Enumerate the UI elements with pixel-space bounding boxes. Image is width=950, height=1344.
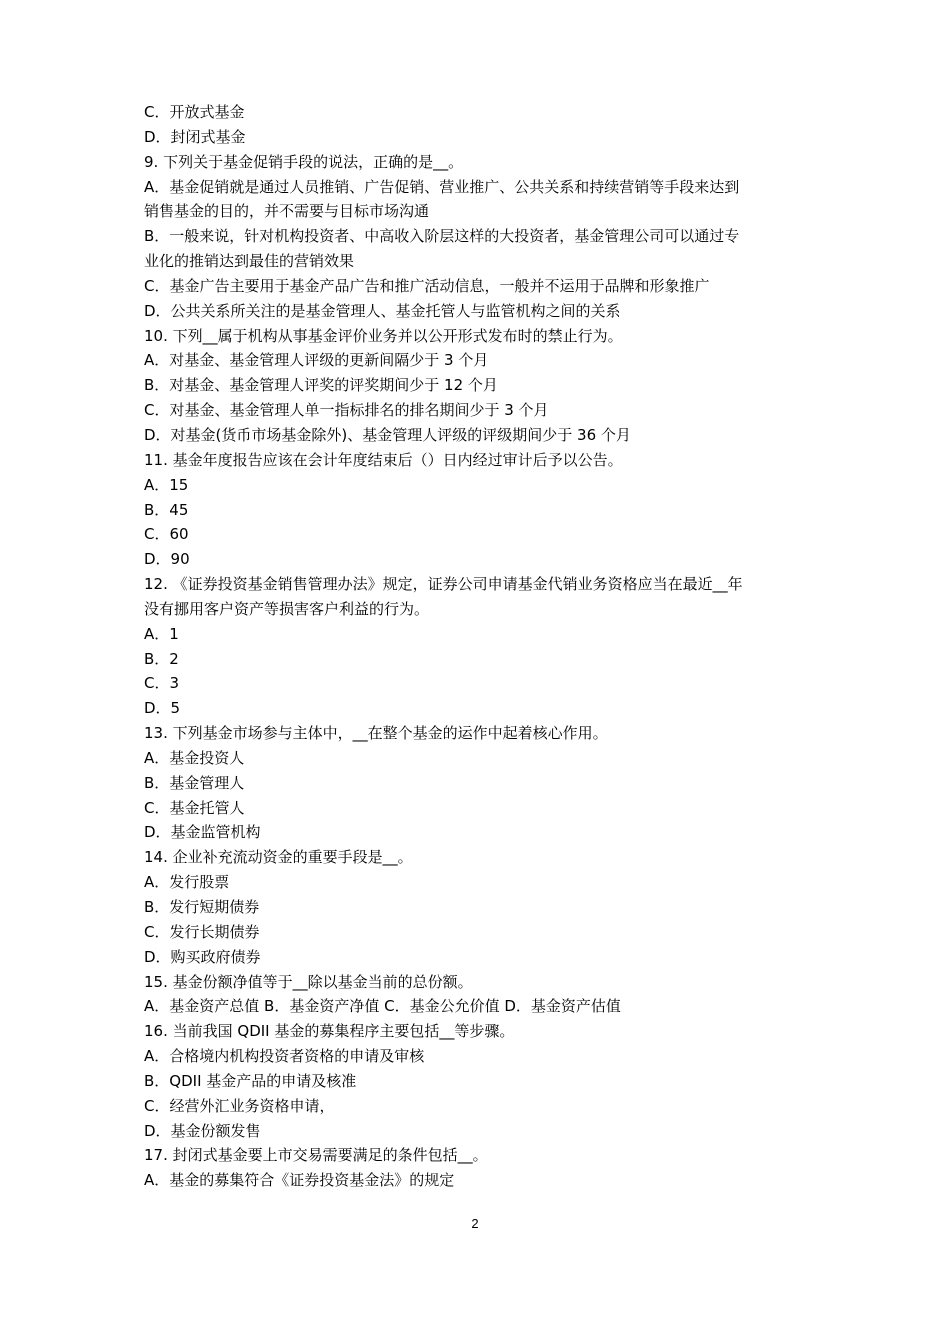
text-line: C．3 <box>144 674 180 693</box>
text-line: A．基金投资人 <box>144 748 245 767</box>
text-line: B．2 <box>144 649 179 668</box>
text-line: A．发行股票 <box>144 873 230 892</box>
text-line: D．购买政府债券 <box>144 947 261 966</box>
text-line: B．对基金、基金管理人评奖的评奖期间少于 12 个月 <box>144 376 498 395</box>
text-line: 15. 基金份额净值等于__除以基金当前的总份额。 <box>144 972 473 991</box>
text-line: A．1 <box>144 624 179 643</box>
text-line: B．QDII 基金产品的申请及核准 <box>144 1071 357 1090</box>
text-line: A．基金资产总值 B．基金资产净值 C．基金公允价值 D．基金资产估值 <box>144 997 621 1016</box>
text-line: C．对基金、基金管理人单一指标排名的排名期间少于 3 个月 <box>144 401 549 420</box>
text-line: B．45 <box>144 500 189 519</box>
text-line: D．基金监管机构 <box>144 823 261 842</box>
text-line: B．发行短期债券 <box>144 898 260 916</box>
text-line: B．一般来说，针对机构投资者、中高收入阶层这样的大投资者，基金管理公司可以通过专 <box>144 227 740 246</box>
text-line: A．15 <box>144 475 189 494</box>
text-line: 没有挪用客户资产等损害客户利益的行为。 <box>144 599 430 618</box>
text-line: 17. 封闭式基金要上市交易需要满足的条件包括__。 <box>144 1146 488 1165</box>
text-line: 16. 当前我国 QDII 基金的募集程序主要包括__等步骤。 <box>144 1022 515 1041</box>
text-line: D．封闭式基金 <box>144 127 246 146</box>
text-line: D．5 <box>144 699 181 718</box>
text-line: D．对基金(货币市场基金除外)、基金管理人评级的评级期间少于 36 个月 <box>144 425 631 444</box>
text-line: D．基金份额发售 <box>144 1121 261 1140</box>
text-line: D．公共关系所关注的是基金管理人、基金托管人与监管机构之间的关系 <box>144 301 621 320</box>
text-line: C．开放式基金 <box>144 103 245 121</box>
text-line: 14. 企业补充流动资金的重要手段是__。 <box>144 848 413 867</box>
text-line: B．基金管理人 <box>144 773 245 792</box>
text-line: C．基金广告主要用于基金产品广告和推广活动信息，一般并不运用于品牌和形象推广 <box>144 276 710 295</box>
text-line: 销售基金的目的，并不需要与目标市场沟通 <box>144 202 430 221</box>
text-line: C．基金托管人 <box>144 798 245 817</box>
text-line: C．发行长期债券 <box>144 922 260 941</box>
text-line: C．经营外汇业务资格申请， <box>144 1096 335 1115</box>
text-line: 12. 《证券投资基金销售管理办法》规定，证券公司申请基金代销业务资格应当在最近__年 <box>144 575 743 594</box>
text-line: 9. 下列关于基金促销手段的说法，正确的是__。 <box>144 152 464 171</box>
page-number: 2 <box>471 1216 479 1231</box>
text-line: A．基金的募集符合《证券投资基金法》的规定 <box>144 1171 455 1190</box>
text-line: 11. 基金年度报告应该在会计年度结束后（）日内经过审计后予以公告。 <box>144 450 623 469</box>
page-content <box>144 100 816 1193</box>
text-line: 10. 下列__属于机构从事基金评价业务并以公开形式发布时的禁止行为。 <box>144 326 623 345</box>
text-line: D．90 <box>144 550 190 569</box>
text-line: 13. 下列基金市场参与主体中，__在整个基金的运作中起着核心作用。 <box>144 724 608 743</box>
text-line: A．对基金、基金管理人评级的更新间隔少于 3 个月 <box>144 351 489 370</box>
text-line: A．合格境内机构投资者资格的申请及审核 <box>144 1047 425 1066</box>
text-line: 业化的推销达到最佳的营销效果 <box>144 252 355 271</box>
text-line: C．60 <box>144 525 189 544</box>
text-line: A．基金促销就是通过人员推销、广告促销、营业推广、公共关系和持续营销等手段来达到 <box>144 177 740 196</box>
